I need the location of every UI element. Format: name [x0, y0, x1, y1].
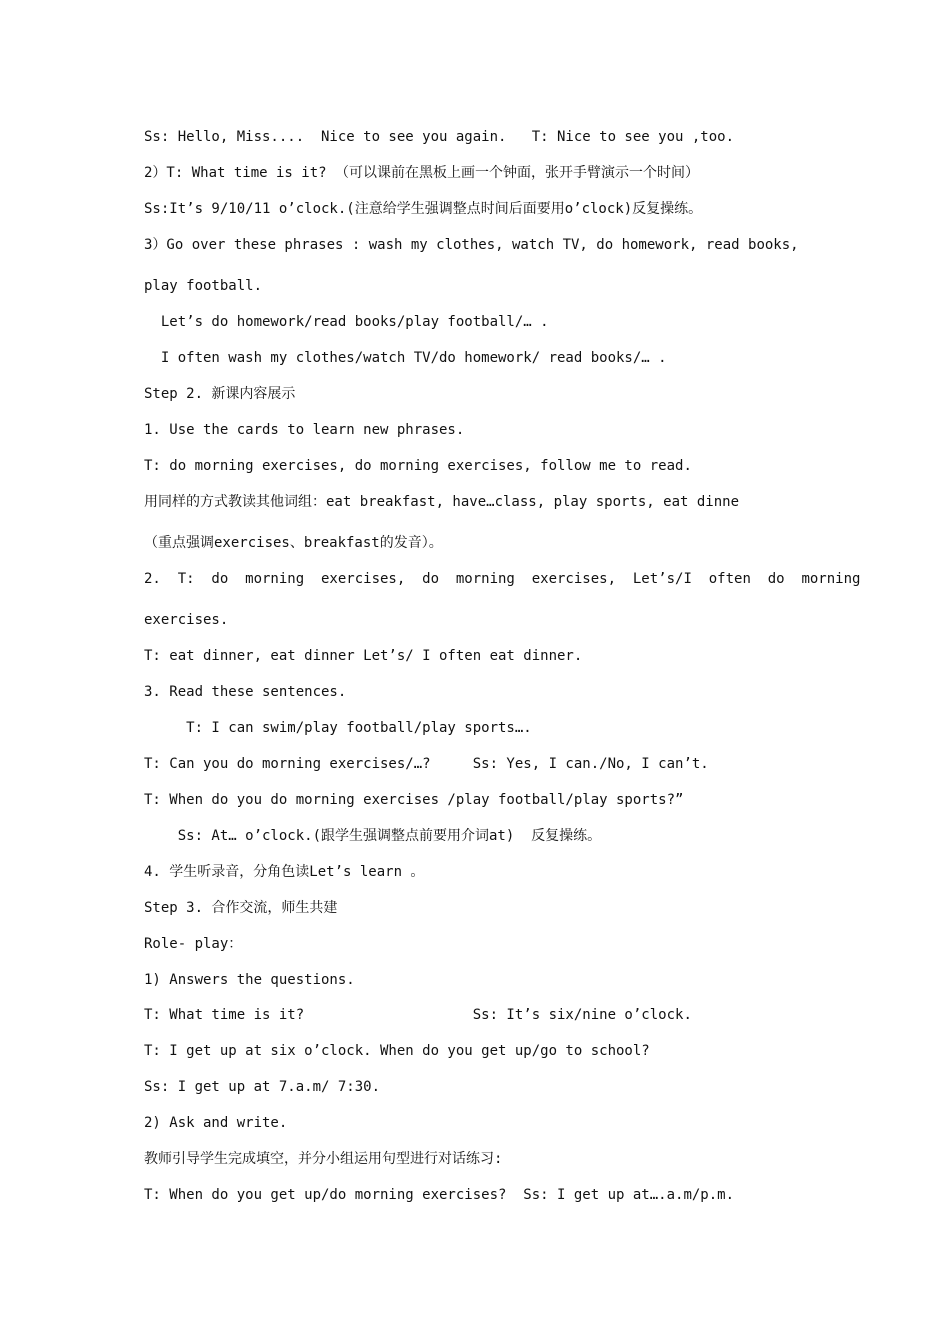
text-line: Role- play：: [144, 936, 243, 952]
text-line: T: eat dinner, eat dinner Let’s/ I often eat dinner.: [144, 648, 583, 664]
text-line: T: What time is it? Ss: It’s six/nine o’clock.: [144, 1007, 692, 1023]
text-line: 2) Ask and write.: [144, 1115, 288, 1131]
text-line: 4. 学生听录音，分角色读Let’s learn 。: [144, 864, 425, 880]
text-line: Ss: I get up at 7.a.m/ 7:30.: [144, 1079, 381, 1095]
text-line: （重点强调exercises、breakfast的发音）。: [144, 535, 443, 551]
text-line: T: When do you do morning exercises /play football/play sports?”: [144, 792, 684, 808]
text-line: 1. Use the cards to learn new phrases.: [144, 422, 465, 438]
text-line: 用同样的方式教读其他词组：eat breakfast, have…class, play sports, eat dinne: [144, 494, 740, 510]
text-line: T: Can you do morning exercises/…? Ss: Yes, I can./No, I can’t.: [144, 756, 709, 772]
text-line: 3. Read these sentences.: [144, 684, 347, 700]
text-line: Let’s do homework/read books/play football/… .: [144, 314, 549, 330]
text-line: 1) Answers the questions.: [144, 972, 355, 988]
text-line: I often wash my clothes/watch TV/do homework/ read books/… .: [144, 350, 667, 366]
text-line: 2）T: What time is it? （可以课前在黑板上画一个钟面，张开手臂演示一个时间）: [144, 165, 700, 181]
text-line: 教师引导学生完成填空，并分小组运用句型进行对话练习:: [144, 1151, 503, 1167]
text-line: T: When do you get up/do morning exercises? Ss: I get up at….a.m/p.m.: [144, 1187, 735, 1203]
text-line: Ss: At… o’clock.(跟学生强调整点前要用介词at) 反复操练。: [144, 828, 602, 844]
section-heading: Step 2. 新课内容展示: [144, 386, 296, 402]
text-line: play football.: [144, 278, 263, 294]
text-line: T: I get up at six o’clock. When do you get up/go to school?: [144, 1043, 650, 1059]
text-line: T: do morning exercises, do morning exercises, follow me to read.: [144, 458, 692, 474]
text-line: Ss:It’s 9/10/11 o’clock.(注意给学生强调整点时间后面要用o’clock)反复操练。: [144, 201, 703, 217]
text-line: exercises.: [144, 612, 229, 628]
text-line: T: I can swim/play football/play sports….: [144, 720, 532, 736]
section-heading: Step 3. 合作交流，师生共建: [144, 900, 338, 916]
text-line: 2. T: do morning exercises, do morning exercises, Let’s/I often do morning: [144, 571, 861, 587]
text-line: Ss: Hello, Miss.... Nice to see you again. T: Nice to see you ,too.: [144, 129, 735, 145]
text-line: 3）Go over these phrases : wash my clothes, watch TV, do homework, read books,: [144, 237, 799, 253]
